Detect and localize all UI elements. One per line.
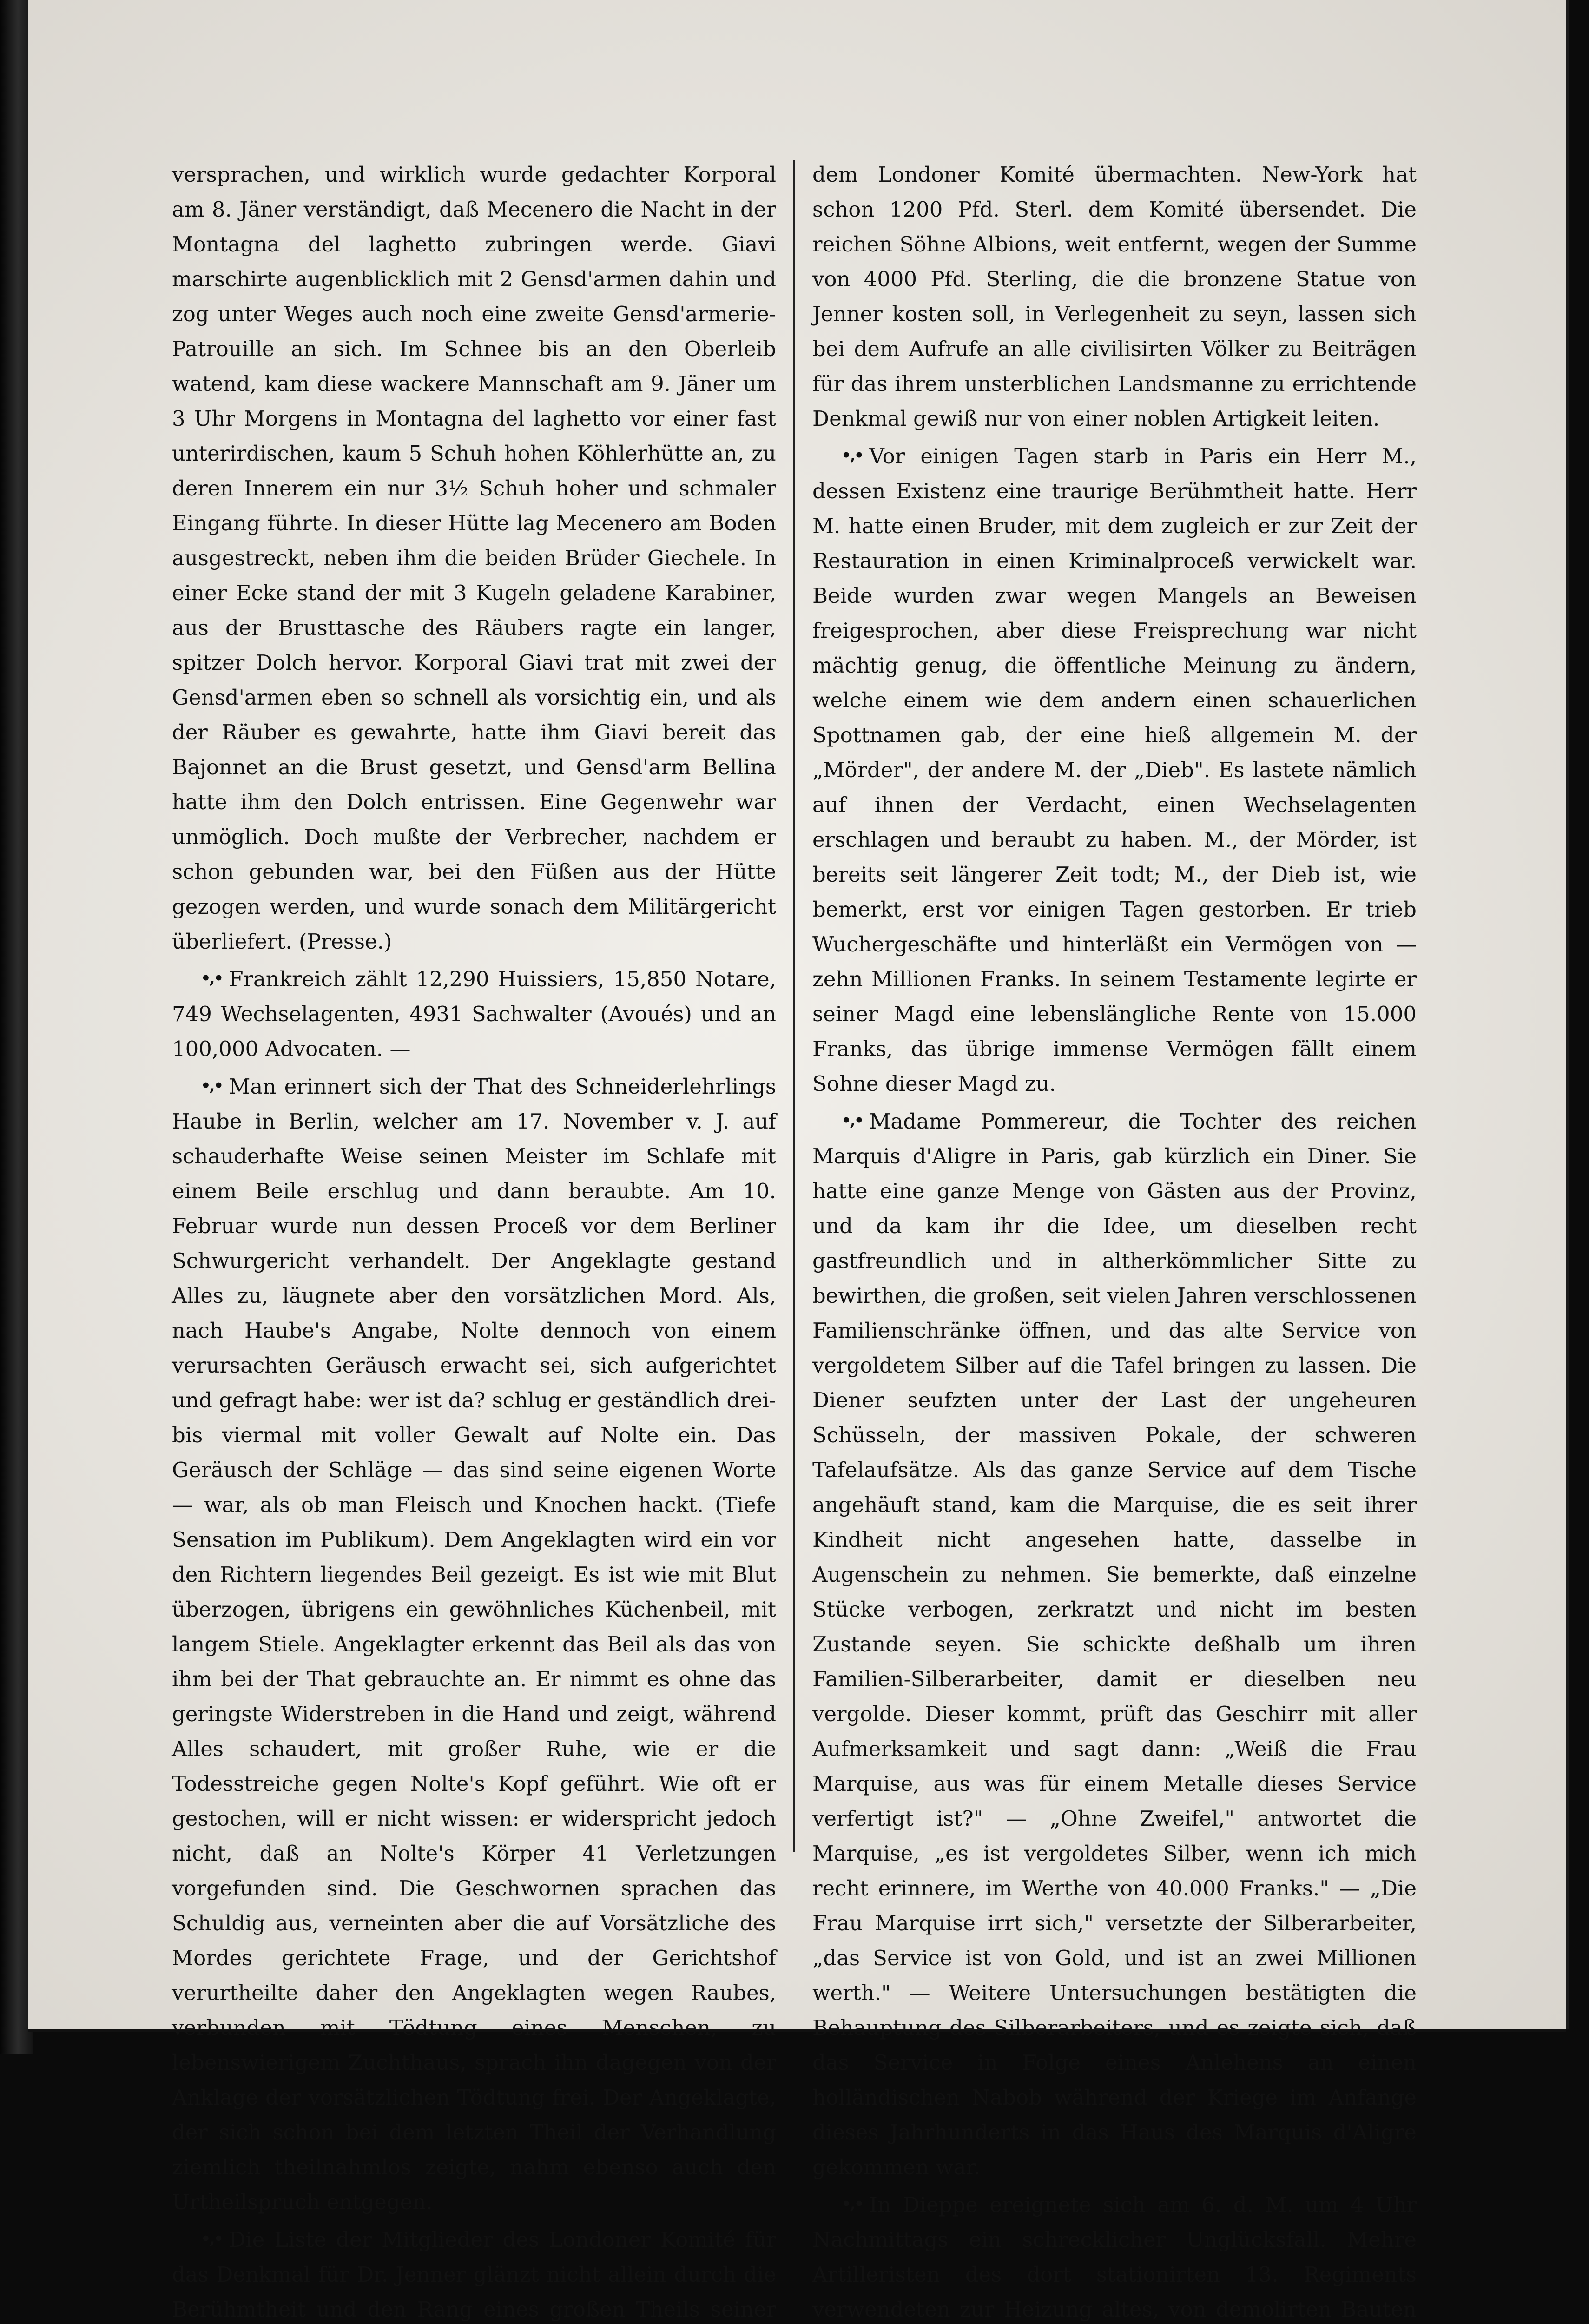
article-pommereur-service [812,1103,1417,2185]
dinkus-mark: •,• [201,1076,223,1095]
article-text: Die Liste der Mitglieder des Londoner Komité für das Denkmal für Dr. Jenner glänzt nicht allein durch die Berühmtheit und den Rang eines großen Theils seiner [172,2227,776,2322]
dinkus-mark: •,• [201,969,223,988]
article-jenner-continued [812,157,1417,436]
newspaper-page [28,0,1566,2322]
article-text: dem Londoner Komité übermachten. New-York hat schon 1200 Pfd. Sterl. dem Komité übersendet. Die reichen Söhne Albions, weit entfernt, wegen der Summe von 4000 Pfd. Sterling, die die bronzene Statue von Jenner kosten soll, in Verlegenheit zu seyn, lassen sich bei dem Aufrufe an alle civilisirten Völker zu Beiträgen für das ihrem unsterblichen Landsmanne zu errichtende Denkmal gewiß nur von einer noblen Artigkeit leiten. [812,162,1417,431]
dinkus-mark: •,• [201,2230,223,2248]
article-text: In Dieppe ereignete sich am 6. d. M. um 4 Uhr Nachmittags ein schrecklicher Unglücksfall. Mehre Artilleristen des dort stationirten 13. Regiments verwendeten zur Heizung altes, von demolirten Bauten [812,2192,1417,2322]
article-giavi-arrest [172,157,776,959]
article-text: Frankreich zählt 12,290 Huissiers, 15,850 Notare, 749 Wechselagenten, 4931 Sachwalter (Avoués) und an 100,000 Advocaten. — [172,967,776,1061]
column-divider [793,160,795,1852]
right-column [812,157,1417,2324]
dinkus-mark: •,• [841,1111,863,1130]
article-dieppe-accident [812,2187,1417,2324]
dinkus-mark: •,• [841,2195,863,2213]
article-text: versprachen, und wirklich wurde gedachter Korporal am 8. Jäner verständigt, daß Mecenero die Nacht in der Montagna del laghetto zubringen werde. Giavi marschirte augenblicklich mit 2 Gensd'armen dahin und zog unter Weges auch noch eine zweite Gensd'armerie-Patrouille an sich. Im Schnee bis an den Oberleib watend, kam diese wackere Mannschaft am 9. Jäner um 3 Uhr Morgens in Montagna del laghetto vor einer fast unterirdischen, kaum 5 Schuh hohen Köhlerhütte an, zu deren Innerem ein nur 3½ Schuh hoher und schmaler Eingang führte. In dieser Hütte lag Mecenero am Boden ausgestreckt, neben ihm die beiden Brüder Giechele. In einer Ecke stand der mit 3 Kugeln geladene Karabiner, aus der Brusttasche des Räubers ragte ein langer, spitzer Dolch hervor. Korporal Giavi trat mit zwei der Gensd'armen eben so schnell als vorsichtig ein, und als der Räuber es gewahrte, hatte ihm Giavi bereit das Bajonnet an die Brust gesetzt, und Gensd'arm Bellina hatte ihm den Dolch entrissen. Eine Gegenwehr war unmöglich. Doch mußte der Verbrecher, nachdem er schon gebunden war, bei den Füßen aus der Hütte gezogen werden, und wurde sonach dem Militärgericht überliefert. (Presse.) [172,162,776,954]
dinkus-mark: •,• [841,446,863,465]
article-text: Man erinnert sich der That des Schneiderlehrlings Haube in Berlin, welcher am 17. November v. J. auf schauderhafte Weise seinen Meister im Schlafe mit einem Beile erschlug und dann beraubte. Am 10. Februar wurde nun dessen Proceß vor dem Berliner Schwurgericht verhandelt. Der Angeklagte gestand Alles zu, läugnete aber den vorsätzlichen Mord. Als, nach Haube's Angabe, Nolte dennoch von einem verursachten Geräusch erwacht sei, sich aufgerichtet und gefragt habe: wer ist da? schlug er geständlich drei- bis viermal mit voller Gewalt auf Nolte ein. Das Geräusch der Schläge — das sind seine eigenen Worte — war, als ob man Fleisch und Knochen hackt. (Tiefe Sensation im Publikum). Dem Angeklagten wird ein vor den Richtern liegendes Beil gezeigt. Es ist wie mit Blut überzogen, übrigens ein gewöhnliches Küchenbeil, mit langem Stiele. Angeklagter erkennt das Beil als das von ihm bei der That gebrauchte an. Er nimmt es ohne das geringste Widerstreben in die Hand und zeigt, während Alles schaudert, mit großer Ruhe, wie er die Todesstreiche gegen Nolte's Kopf geführt. Wie oft er gestochen, will er nicht wissen: er widerspricht jedoch nicht, daß an Nolte's Körper 41 Verletzungen vorgefunden sind. Die Geschwornen sprachen das Schuldig aus, verneinten aber die auf Vorsätzliche des Mordes gerichtete Frage, und der Gerichtshof verurtheilte daher den Angeklagten wegen Raubes, verbunden mit Tödtung eines Menschen, zu lebenswierigem Zuchthaus, sprach ihn dagegen von der Anklage der vorsätzlichen Tödtung frei. Der Angeklagte, der sich schon bei dem letzten Theil der Verhandlung ziemlich theilnahmlos zeigte, nahm ebenso auch den Urtheilspruch entgegen. [172,1074,776,2214]
article-text: Vor einigen Tagen starb in Paris ein Herr M., dessen Existenz eine traurige Berühmtheit hatte. Herr M. hatte einen Bruder, mit dem zugleich er zur Zeit der Restauration in einen Kriminalproceß verwickelt war. Beide wurden zwar wegen Mangels an Beweisen freigesprochen, aber diese Freisprechung war nicht mächtig genug, die öffentliche Meinung zu ändern, welche einem wie dem andern einen schauerlichen Spottnamen gab, der eine hieß allgemein M. der „Mörder", der andere M. der „Dieb". Es lastete nämlich auf ihnen der Verdacht, einen Wechselagenten erschlagen und beraubt zu haben. M., der Mörder, ist bereits seit längerer Zeit todt; M., der Dieb ist, wie bemerkt, erst vor einigen Tagen gestorben. Er trieb Wuchergeschäfte und hinterläßt ein Vermögen von — zehn Millionen Franks. In seinem Testamente legirte er seiner Magd eine lebenslängliche Rente von 15.000 Franks, das übrige immense Vermögen fällt einem Sohne dieser Magd zu. [812,444,1417,1096]
article-jenner-committee [172,2222,776,2324]
article-text: Madame Pommereur, die Tochter des reichen Marquis d'Aligre in Paris, gab kürzlich ein Diner. Sie hatte eine ganze Menge von Gästen aus der Provinz, und da kam ihr die Idee, um dieselben recht gastfreundlich und in altherkömmlicher Sitte zu bewirthen, die großen, seit vielen Jahren verschlossenen Familienschränke öffnen, und das alte Service von vergoldetem Silber auf die Tafel bringen zu lassen. Die Diener seufzten unter der Last der ungeheuren Schüsseln, der massiven Pokale, der schweren Tafelaufsätze. Als das ganze Service auf dem Tische angehäuft stand, kam die Marquise, die es seit ihrer Kindheit nicht angesehen hatte, dasselbe in Augenschein zu nehmen. Sie bemerkte, daß einzelne Stücke verbogen, zerkratzt und nicht im besten Zustande seyen. Sie schickte deßhalb um ihren Familien-Silberarbeiter, damit er dieselben neu vergolde. Dieser kommt, prüft das Geschirr mit aller Aufmerksamkeit und sagt dann: „Weiß die Frau Marquise, aus was für einem Metalle dieses Service verfertigt ist?" — „Ohne Zweifel," antwortet die Marquise, „es ist vergoldetes Silber, wenn ich mich recht erinnere, im Werthe von 40.000 Franks." — „Die Frau Marquise irrt sich," versetzte der Silberarbeiter, „das Service ist von Gold, und ist an zwei Millionen werth." — Weitere Untersuchungen bestätigten die Behauptung des Silberarbeiters, und es zeigte sich, daß das Service in Folge eines Anlehens an einen holländischen Nabob während der Kriege im Anfange dieses Jahrhunderts in das Haus des Marquis d'Aligre gekommen war. [812,1109,1417,2179]
left-column [172,157,776,2324]
article-paris-brothers [812,438,1417,1101]
article-haube-trial [172,1069,776,2219]
article-frankreich-statistics [172,961,776,1066]
